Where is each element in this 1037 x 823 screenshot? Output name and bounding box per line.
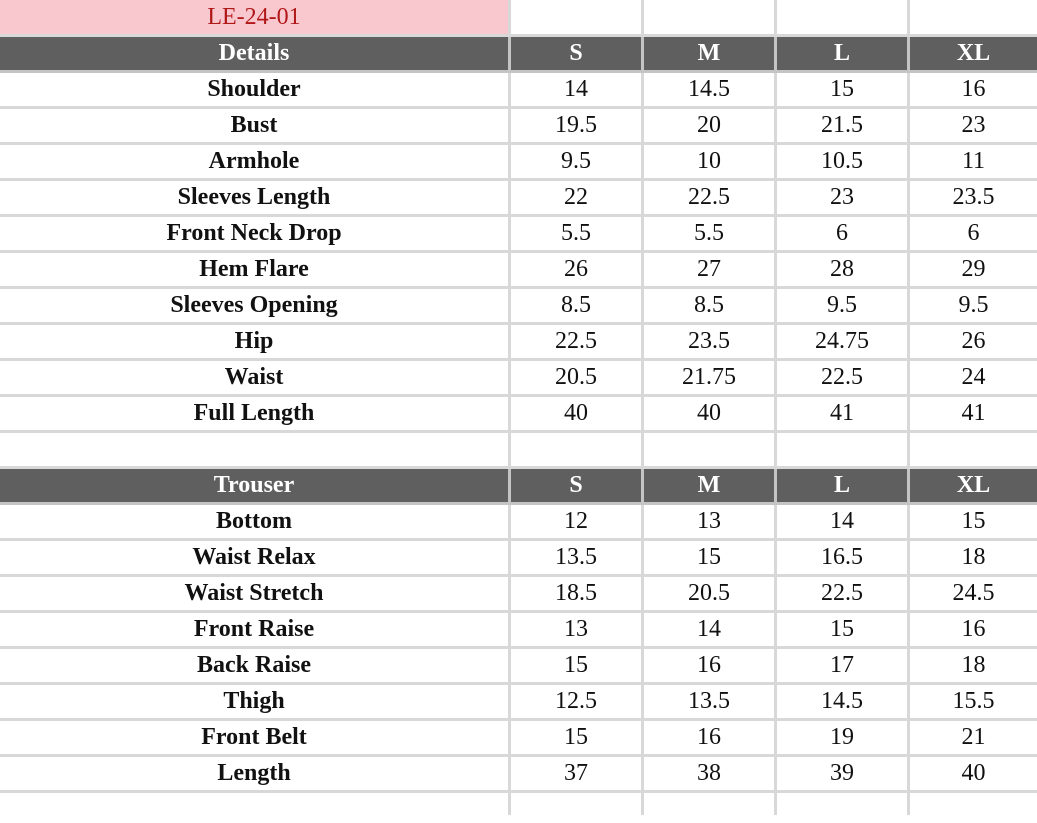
details-measurement-label: Waist bbox=[0, 361, 511, 397]
trouser-measurement-label: Length bbox=[0, 757, 511, 793]
trouser-value-size-xl: 18 bbox=[910, 649, 1037, 685]
trouser-value-size-l: 15 bbox=[777, 613, 910, 649]
details-measurement-label: Hip bbox=[0, 325, 511, 361]
trouser-value-size-m: 20.5 bbox=[644, 577, 777, 613]
empty-cell bbox=[0, 433, 511, 469]
trouser-value-size-s: 13.5 bbox=[511, 541, 644, 577]
trouser-value-size-m: 16 bbox=[644, 721, 777, 757]
details-value-size-l: 28 bbox=[777, 253, 910, 289]
details-measurement-label: Sleeves Opening bbox=[0, 289, 511, 325]
details-header-row bbox=[0, 37, 1037, 73]
empty-cell bbox=[910, 793, 1037, 815]
details-header-label: Details bbox=[0, 37, 511, 73]
details-measurement-row bbox=[0, 397, 1037, 433]
trouser-value-size-s: 15 bbox=[511, 649, 644, 685]
product-code-row bbox=[0, 0, 1037, 37]
details-value-size-s: 14 bbox=[511, 73, 644, 109]
trouser-value-size-m: 16 bbox=[644, 649, 777, 685]
details-measurement-label: Full Length bbox=[0, 397, 511, 433]
details-measurement-row bbox=[0, 73, 1037, 109]
details-measurement-label: Shoulder bbox=[0, 73, 511, 109]
trouser-value-size-xl: 15 bbox=[910, 505, 1037, 541]
details-value-size-m: 27 bbox=[644, 253, 777, 289]
spacer-row bbox=[0, 433, 1037, 469]
trouser-measurement-row bbox=[0, 577, 1037, 613]
trouser-header-size-xl: XL bbox=[910, 469, 1037, 505]
details-value-size-s: 26 bbox=[511, 253, 644, 289]
trouser-measurement-label: Front Belt bbox=[0, 721, 511, 757]
trouser-value-size-l: 19 bbox=[777, 721, 910, 757]
details-value-size-m: 22.5 bbox=[644, 181, 777, 217]
details-value-size-l: 21.5 bbox=[777, 109, 910, 145]
details-value-size-xl: 6 bbox=[910, 217, 1037, 253]
trouser-value-size-xl: 24.5 bbox=[910, 577, 1037, 613]
product-code: LE-24-01 bbox=[0, 0, 511, 37]
details-header-size-xl: XL bbox=[910, 37, 1037, 73]
details-value-size-m: 21.75 bbox=[644, 361, 777, 397]
details-value-size-l: 22.5 bbox=[777, 361, 910, 397]
details-value-size-s: 22 bbox=[511, 181, 644, 217]
trouser-measurement-label: Thigh bbox=[0, 685, 511, 721]
trouser-value-size-l: 22.5 bbox=[777, 577, 910, 613]
details-value-size-m: 10 bbox=[644, 145, 777, 181]
details-value-size-m: 8.5 bbox=[644, 289, 777, 325]
details-value-size-l: 24.75 bbox=[777, 325, 910, 361]
trouser-value-size-m: 13 bbox=[644, 505, 777, 541]
details-value-size-l: 23 bbox=[777, 181, 910, 217]
details-value-size-m: 23.5 bbox=[644, 325, 777, 361]
trouser-value-size-s: 13 bbox=[511, 613, 644, 649]
details-header-size-s: S bbox=[511, 37, 644, 73]
trouser-value-size-m: 13.5 bbox=[644, 685, 777, 721]
empty-cell bbox=[644, 433, 777, 469]
details-value-size-s: 20.5 bbox=[511, 361, 644, 397]
details-value-size-xl: 26 bbox=[910, 325, 1037, 361]
details-value-size-xl: 9.5 bbox=[910, 289, 1037, 325]
details-value-size-xl: 16 bbox=[910, 73, 1037, 109]
empty-cell bbox=[511, 793, 644, 815]
trouser-header-size-m: M bbox=[644, 469, 777, 505]
trouser-header-label: Trouser bbox=[0, 469, 511, 505]
details-header-size-l: L bbox=[777, 37, 910, 73]
trouser-value-size-s: 12 bbox=[511, 505, 644, 541]
trouser-measurement-label: Waist Stretch bbox=[0, 577, 511, 613]
trouser-measurement-label: Bottom bbox=[0, 505, 511, 541]
trouser-value-size-xl: 18 bbox=[910, 541, 1037, 577]
trouser-value-size-xl: 16 bbox=[910, 613, 1037, 649]
details-header-size-m: M bbox=[644, 37, 777, 73]
trouser-header-row bbox=[0, 469, 1037, 505]
trouser-header-size-l: L bbox=[777, 469, 910, 505]
trouser-value-size-l: 14.5 bbox=[777, 685, 910, 721]
empty-cell bbox=[644, 793, 777, 815]
trouser-value-size-l: 39 bbox=[777, 757, 910, 793]
details-value-size-s: 5.5 bbox=[511, 217, 644, 253]
details-value-size-l: 10.5 bbox=[777, 145, 910, 181]
trouser-measurement-label: Front Raise bbox=[0, 613, 511, 649]
details-value-size-s: 9.5 bbox=[511, 145, 644, 181]
trouser-value-size-l: 17 bbox=[777, 649, 910, 685]
details-value-size-l: 15 bbox=[777, 73, 910, 109]
details-measurement-label: Bust bbox=[0, 109, 511, 145]
details-measurement-row bbox=[0, 217, 1037, 253]
trouser-measurement-label: Waist Relax bbox=[0, 541, 511, 577]
details-measurement-label: Hem Flare bbox=[0, 253, 511, 289]
details-value-size-s: 19.5 bbox=[511, 109, 644, 145]
empty-cell bbox=[777, 433, 910, 469]
empty-cell bbox=[644, 0, 777, 37]
details-value-size-xl: 29 bbox=[910, 253, 1037, 289]
details-measurement-row bbox=[0, 181, 1037, 217]
empty-cell bbox=[777, 0, 910, 37]
trouser-value-size-l: 14 bbox=[777, 505, 910, 541]
details-value-size-s: 40 bbox=[511, 397, 644, 433]
details-measurement-row bbox=[0, 325, 1037, 361]
trouser-measurement-label: Back Raise bbox=[0, 649, 511, 685]
trailing-empty-row bbox=[0, 793, 1037, 815]
empty-cell bbox=[511, 433, 644, 469]
trouser-value-size-m: 15 bbox=[644, 541, 777, 577]
trouser-value-size-s: 18.5 bbox=[511, 577, 644, 613]
empty-cell bbox=[511, 0, 644, 37]
trouser-measurement-row bbox=[0, 721, 1037, 757]
details-measurement-label: Sleeves Length bbox=[0, 181, 511, 217]
details-value-size-xl: 23 bbox=[910, 109, 1037, 145]
trouser-value-size-xl: 40 bbox=[910, 757, 1037, 793]
trouser-measurement-row bbox=[0, 685, 1037, 721]
details-value-size-l: 9.5 bbox=[777, 289, 910, 325]
details-value-size-xl: 11 bbox=[910, 145, 1037, 181]
empty-cell bbox=[910, 0, 1037, 37]
trouser-value-size-m: 14 bbox=[644, 613, 777, 649]
trouser-measurement-row bbox=[0, 757, 1037, 793]
details-measurement-label: Front Neck Drop bbox=[0, 217, 511, 253]
details-value-size-m: 5.5 bbox=[644, 217, 777, 253]
trouser-measurement-row bbox=[0, 541, 1037, 577]
details-measurement-row bbox=[0, 289, 1037, 325]
trouser-measurement-row bbox=[0, 613, 1037, 649]
details-measurement-row bbox=[0, 145, 1037, 181]
empty-cell bbox=[910, 433, 1037, 469]
trouser-value-size-s: 37 bbox=[511, 757, 644, 793]
trouser-value-size-xl: 15.5 bbox=[910, 685, 1037, 721]
trouser-measurement-row bbox=[0, 649, 1037, 685]
details-value-size-m: 40 bbox=[644, 397, 777, 433]
details-value-size-l: 6 bbox=[777, 217, 910, 253]
empty-cell bbox=[777, 793, 910, 815]
trouser-header-size-s: S bbox=[511, 469, 644, 505]
details-value-size-s: 8.5 bbox=[511, 289, 644, 325]
trouser-value-size-l: 16.5 bbox=[777, 541, 910, 577]
trouser-value-size-s: 15 bbox=[511, 721, 644, 757]
details-value-size-xl: 23.5 bbox=[910, 181, 1037, 217]
details-measurement-row bbox=[0, 361, 1037, 397]
trouser-value-size-m: 38 bbox=[644, 757, 777, 793]
trouser-value-size-s: 12.5 bbox=[511, 685, 644, 721]
details-value-size-m: 20 bbox=[644, 109, 777, 145]
details-measurement-label: Armhole bbox=[0, 145, 511, 181]
trouser-measurement-row bbox=[0, 505, 1037, 541]
details-value-size-l: 41 bbox=[777, 397, 910, 433]
details-measurement-row bbox=[0, 253, 1037, 289]
trouser-value-size-xl: 21 bbox=[910, 721, 1037, 757]
details-measurement-row bbox=[0, 109, 1037, 145]
empty-cell bbox=[0, 793, 511, 815]
details-value-size-m: 14.5 bbox=[644, 73, 777, 109]
details-value-size-s: 22.5 bbox=[511, 325, 644, 361]
details-value-size-xl: 24 bbox=[910, 361, 1037, 397]
details-value-size-xl: 41 bbox=[910, 397, 1037, 433]
